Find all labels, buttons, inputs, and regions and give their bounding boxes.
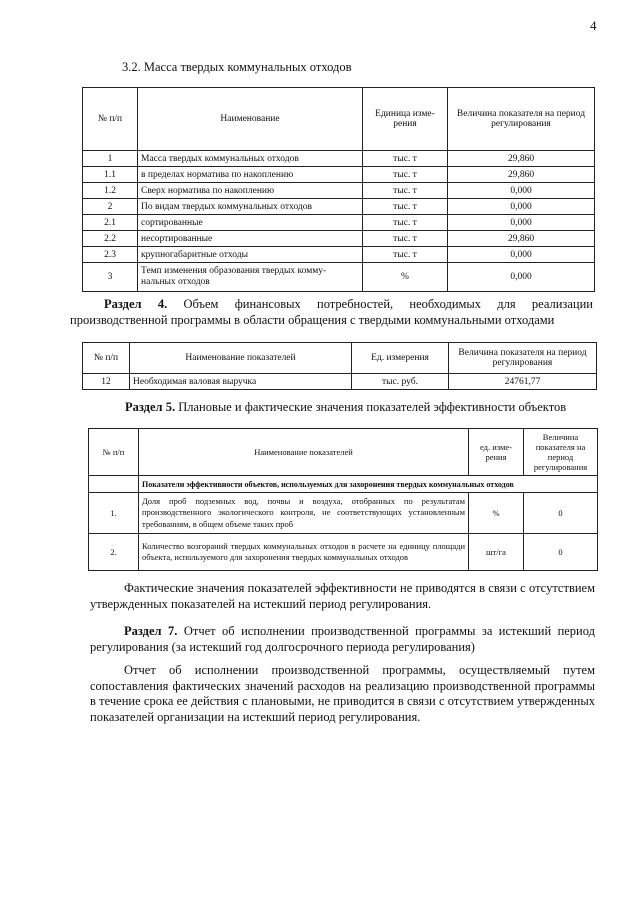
table-row	[83, 374, 597, 390]
cell-unit: %	[469, 493, 524, 534]
cell-value: 0,000	[448, 247, 595, 263]
cell-unit: тыс. руб.	[352, 374, 449, 390]
table-row	[83, 199, 595, 215]
cell-num: 2.	[89, 534, 139, 571]
section-5-text: Плановые и фактические значения показателей эффективности объектов	[175, 400, 567, 414]
cell-num: 2.2	[83, 231, 138, 247]
table-row	[83, 247, 595, 263]
cell-name: Темп изменения образования твердых комму-нальных отходов	[138, 263, 363, 292]
subheader-empty	[89, 476, 139, 493]
header-cell: Наименование показателей	[130, 343, 352, 374]
table-row	[83, 215, 595, 231]
section-5-heading	[125, 400, 566, 415]
cell-num: 1.	[89, 493, 139, 534]
cell-name: По видам твердых коммунальных отходов	[138, 199, 363, 215]
cell-unit: тыс. т	[363, 183, 448, 199]
header-cell: № п/п	[83, 343, 130, 374]
header-cell: Единица изме-рения	[363, 88, 448, 151]
section-4-text: Объем финансовых потребностей, необходимых для реализации производственной программы в области обращения с твердыми коммунальными отходами	[70, 297, 593, 327]
table-row	[89, 534, 598, 571]
cell-value: 29,860	[448, 231, 595, 247]
table-row	[89, 493, 598, 534]
cell-value: 0,000	[448, 183, 595, 199]
cell-num: 1.2	[83, 183, 138, 199]
header-cell: Наименование показателей	[139, 429, 469, 476]
cell-value: 0,000	[448, 199, 595, 215]
header-cell: Ед. измерения	[352, 343, 449, 374]
header-cell: Наименование	[138, 88, 363, 151]
cell-name: Масса твердых коммунальных отходов	[138, 151, 363, 167]
section-7-label: Раздел 7.	[124, 624, 178, 638]
cell-num: 2.3	[83, 247, 138, 263]
cell-unit: шт/га	[469, 534, 524, 571]
cell-name: сортированные	[138, 215, 363, 231]
cell-num: 2	[83, 199, 138, 215]
subheader-cell: Показатели эффективности объектов, используемых для захоронения твердых коммунальных отходов	[139, 476, 598, 493]
cell-unit: тыс. т	[363, 199, 448, 215]
table-header-row	[83, 88, 595, 151]
efficiency-table	[88, 428, 598, 571]
cell-num: 1	[83, 151, 138, 167]
cell-value: 0,000	[448, 263, 595, 292]
table-row	[83, 183, 595, 199]
section-4-label: Раздел 4.	[104, 297, 168, 311]
facts-paragraph: Фактические значения показателей эффективности не приводятся в связи с отсутствием утвержденных показателей на истекший период регулирования.	[90, 581, 595, 611]
cell-value: 0	[524, 493, 598, 534]
header-cell: Величина показателя на период регулирования	[524, 429, 598, 476]
cell-num: 2.1	[83, 215, 138, 231]
header-cell: № п/п	[89, 429, 139, 476]
report-paragraph: Отчет об исполнении производственной программы, осуществляемый путем сопоставления фактических значений расходов на реализацию производственной программы в течение срока ее действия с плановыми, не приводится в связи с отсутствием утвержденных показателей организации на истекший период регулирования.	[90, 663, 595, 724]
cell-num: 3	[83, 263, 138, 292]
table-row	[83, 231, 595, 247]
table-subheader-row	[89, 476, 598, 493]
cell-value: 0	[524, 534, 598, 571]
section-7-text: Отчет об исполнении производственной программы за истекший период регулирования (за истекший год долгосрочного периода регулирования)	[90, 624, 595, 654]
cell-name: Необходимая валовая выручка	[130, 374, 352, 390]
cell-unit: тыс. т	[363, 247, 448, 263]
header-cell: Величина показателя на период регулирования	[448, 88, 595, 151]
section-5-label: Раздел 5.	[125, 400, 176, 414]
header-cell: ед. изме-рения	[469, 429, 524, 476]
cell-name: несортированные	[138, 231, 363, 247]
cell-unit: тыс. т	[363, 167, 448, 183]
cell-name: крупногабаритные отходы	[138, 247, 363, 263]
table-row	[83, 167, 595, 183]
cell-name: Доля проб подземных вод, почвы и воздуха, отобранных по результатам производственного экологического контроля, не соответствующих установленным требованиям, в общем объеме таких проб	[139, 493, 469, 534]
cell-value: 24761,77	[449, 374, 597, 390]
header-cell: № п/п	[83, 88, 138, 151]
financial-needs-table	[82, 342, 597, 390]
header-cell: Величина показателя на период регулирования	[449, 343, 597, 374]
page-number: 4	[590, 18, 597, 33]
cell-unit: %	[363, 263, 448, 292]
table-row	[83, 263, 595, 292]
cell-value: 29,860	[448, 151, 595, 167]
table-header-row	[89, 429, 598, 476]
table-row	[83, 151, 595, 167]
cell-value: 0,000	[448, 215, 595, 231]
cell-num: 12	[83, 374, 130, 390]
cell-unit: тыс. т	[363, 231, 448, 247]
section-3-2-title: 3.2. Масса твердых коммунальных отходов	[122, 60, 352, 74]
cell-name: в пределах норматива по накоплению	[138, 167, 363, 183]
table-header-row	[83, 343, 597, 374]
section-7-heading	[90, 624, 595, 655]
cell-num: 1.1	[83, 167, 138, 183]
cell-unit: тыс. т	[363, 151, 448, 167]
cell-unit: тыс. т	[363, 215, 448, 231]
cell-name: Количество возгораний твердых коммунальных отходов в расчете на единицу площади объекта, используемого для захоронения твердых коммунальных отходов	[139, 534, 469, 571]
cell-name: Сверх норматива по накоплению	[138, 183, 363, 199]
section-4-heading	[70, 297, 593, 328]
waste-mass-table	[82, 87, 595, 292]
cell-value: 29,860	[448, 167, 595, 183]
